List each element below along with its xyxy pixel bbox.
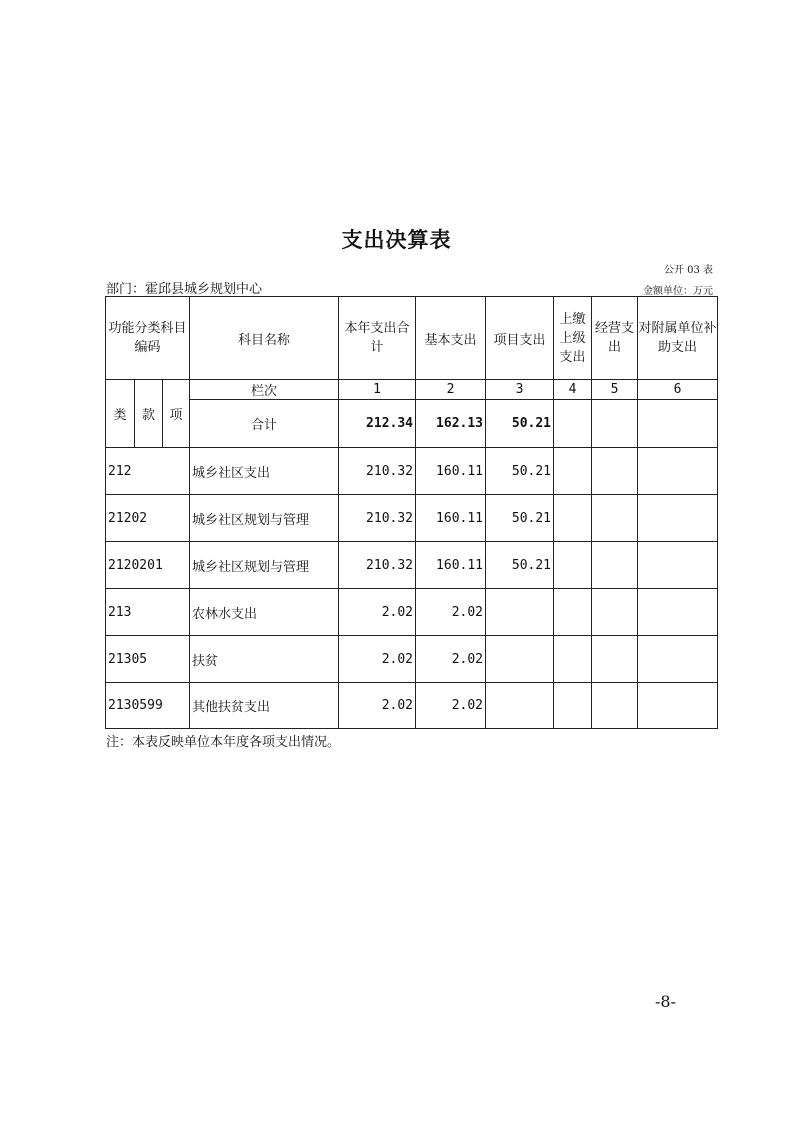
- row-total: 210.32: [339, 542, 416, 589]
- row-basic: 2.02: [416, 636, 486, 683]
- header-basic: 基本支出: [416, 297, 486, 380]
- row-total: 210.32: [339, 495, 416, 542]
- row-code: 21305: [106, 636, 190, 683]
- col-index-6: 6: [638, 380, 718, 400]
- header-xiang: 项: [163, 380, 190, 448]
- row-name: 其他扶贫支出: [190, 683, 339, 729]
- col-index-3: 3: [486, 380, 554, 400]
- row-project: 50.21: [486, 495, 554, 542]
- row-name: 农林水支出: [190, 589, 339, 636]
- row-total: 2.02: [339, 683, 416, 729]
- header-lei: 类: [106, 380, 135, 448]
- row-project: 50.21: [486, 542, 554, 589]
- header-project: 项目支出: [486, 297, 554, 380]
- header-total: 本年支出合计: [339, 297, 416, 380]
- row-basic: 160.11: [416, 542, 486, 589]
- page-number: -8-: [655, 992, 676, 1011]
- table-code: 公开 03 表: [663, 265, 713, 276]
- row-total: 2.02: [339, 636, 416, 683]
- department-label: 部门：霍邱县城乡规划中心: [106, 282, 263, 297]
- total-amount: 212.34: [339, 400, 416, 448]
- row-basic: 2.02: [416, 589, 486, 636]
- table-note: 注：本表反映单位本年度各项支出情况。: [106, 735, 341, 750]
- header-subsidy: 对附属单位补助支出: [638, 297, 718, 380]
- total-label: 合计: [190, 400, 339, 448]
- row-project: [486, 683, 554, 729]
- header-subject-name: 科目名称: [190, 297, 339, 380]
- row-name: 扶贫: [190, 636, 339, 683]
- row-code: 213: [106, 589, 190, 636]
- total-project: 50.21: [486, 400, 554, 448]
- table-row: [106, 542, 718, 589]
- row-name: 城乡社区规划与管理: [190, 542, 339, 589]
- header-upper: 上缴上级支出: [554, 297, 592, 380]
- col-index-1: 1: [339, 380, 416, 400]
- table-row: [106, 636, 718, 683]
- row-total: 2.02: [339, 589, 416, 636]
- total-basic: 162.13: [416, 400, 486, 448]
- row-code: 2130599: [106, 683, 190, 729]
- row-name: 城乡社区规划与管理: [190, 495, 339, 542]
- unit-label: 金额单位：万元: [643, 286, 713, 297]
- row-project: 50.21: [486, 448, 554, 495]
- page-title: 支出决算表: [341, 228, 452, 252]
- row-total: 210.32: [339, 448, 416, 495]
- header-kuan: 款: [135, 380, 163, 448]
- row-code: 212: [106, 448, 190, 495]
- table-row: [106, 448, 718, 495]
- header-func-code: 功能分类科目编码: [106, 297, 190, 380]
- header-row: [106, 297, 718, 380]
- row-name: 城乡社区支出: [190, 448, 339, 495]
- row-basic: 160.11: [416, 448, 486, 495]
- row-basic: 160.11: [416, 495, 486, 542]
- table-row: [106, 683, 718, 729]
- header-lanci: 栏次: [190, 380, 339, 400]
- col-index-5: 5: [592, 380, 638, 400]
- row-basic: 2.02: [416, 683, 486, 729]
- expenditure-table: [105, 296, 718, 729]
- total-row: [106, 400, 718, 448]
- col-index-2: 2: [416, 380, 486, 400]
- row-project: [486, 589, 554, 636]
- row-code: 21202: [106, 495, 190, 542]
- table-row: [106, 589, 718, 636]
- header-business: 经营支出: [592, 297, 638, 380]
- column-index-row: [106, 380, 718, 400]
- row-project: [486, 636, 554, 683]
- table-row: [106, 495, 718, 542]
- col-index-4: 4: [554, 380, 592, 400]
- row-code: 2120201: [106, 542, 190, 589]
